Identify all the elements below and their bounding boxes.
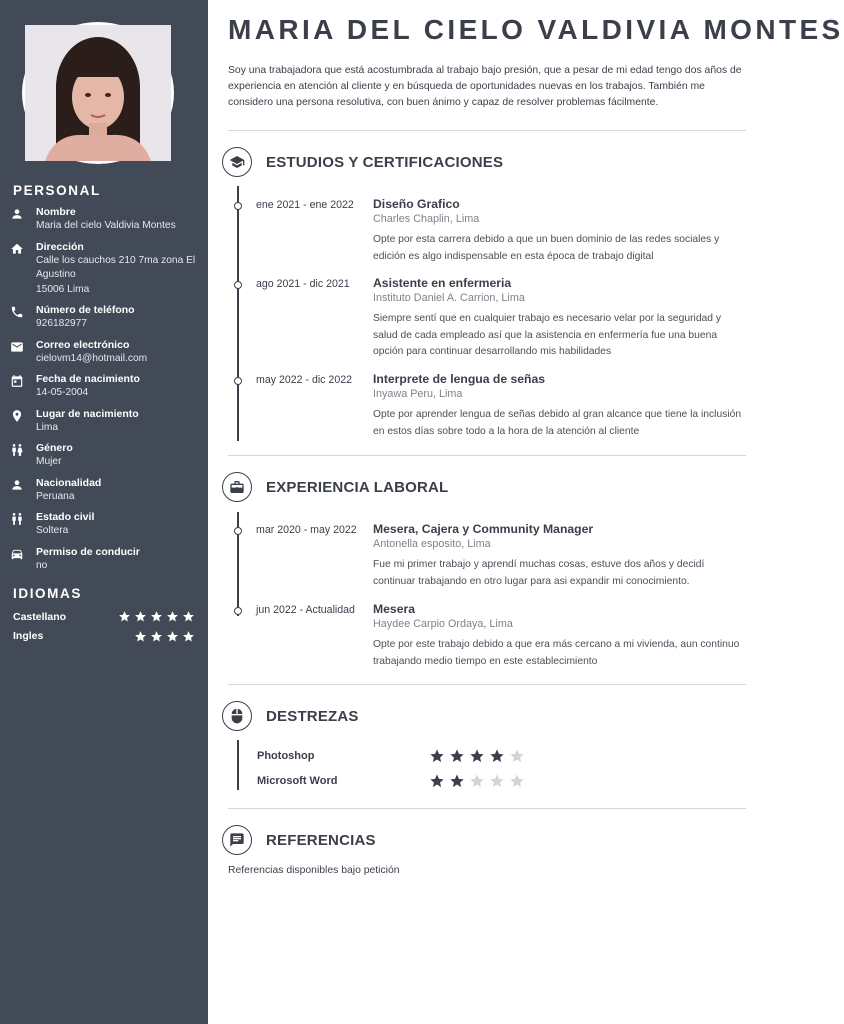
divider xyxy=(228,684,746,685)
entry-date: ene 2021 - ene 2022 xyxy=(256,199,354,211)
star-filled-icon xyxy=(469,748,485,764)
entry-description: Opte por aprender lengua de señas debido al gran alcance que tiene la inclusión en estos días sobre todo a la hora de la atención al cliente xyxy=(373,409,742,437)
personal-item-fecha-nacimiento xyxy=(10,373,204,401)
home-icon xyxy=(10,242,24,256)
personal-item-direccion xyxy=(10,241,204,298)
experience-section-title: EXPERIENCIA LABORAL xyxy=(266,478,449,496)
personal-value: Maria del cielo Valdivia Montes xyxy=(36,220,176,231)
star-filled-icon xyxy=(166,630,179,643)
personal-value: no xyxy=(36,559,48,571)
entry-organization: Antonella esposito, Lima xyxy=(373,538,491,550)
personal-label: Correo electrónico xyxy=(36,338,130,351)
star-empty-icon xyxy=(469,773,485,789)
entry-description: Opte por esta carrera debido a que un buen dominio de las redes sociales y edición es algo indispensable en esta época de trabajo digital xyxy=(373,234,720,262)
gender-icon xyxy=(10,443,24,457)
person-icon xyxy=(10,478,24,492)
entry-organization: Inyawa Peru, Lima xyxy=(373,388,463,400)
portrait-image xyxy=(25,25,171,161)
personal-value: Peruana xyxy=(36,490,75,502)
personal-section-title: PERSONAL xyxy=(13,183,101,198)
person-icon xyxy=(10,207,24,221)
personal-value: Mujer xyxy=(36,456,62,467)
personal-label: Dirección xyxy=(36,240,84,253)
skill-rating xyxy=(429,748,525,764)
language-rating xyxy=(118,610,195,623)
personal-label: Estado civil xyxy=(36,511,95,523)
divider xyxy=(228,130,746,131)
star-filled-icon xyxy=(449,748,465,764)
star-filled-icon xyxy=(429,748,445,764)
timeline-dot xyxy=(234,377,242,385)
personal-item-permiso-conducir xyxy=(10,546,204,574)
personal-label: Permiso de conducir xyxy=(36,545,140,558)
entry-description: Siempre sentí que en cualquier trabajo es necesario velar por la seguridad y salud de cada empleado así que la asistencia en enfermería fue una buena opción para continuar desarrollando mis habilidades xyxy=(373,313,722,358)
star-filled-icon xyxy=(134,610,147,623)
star-filled-icon xyxy=(118,610,131,623)
skills-rule xyxy=(237,740,239,790)
language-rating xyxy=(134,630,195,643)
languages-list xyxy=(13,607,195,646)
timeline-dot xyxy=(234,202,242,210)
personal-value: cielovm14@hotmail.com xyxy=(36,352,148,364)
references-section-title: REFERENCIAS xyxy=(266,831,376,849)
location-pin-icon xyxy=(10,409,24,423)
phone-icon xyxy=(10,305,24,319)
car-icon xyxy=(10,547,24,561)
entry-title: Diseño Grafico xyxy=(373,197,460,211)
references-section-header xyxy=(222,825,376,855)
star-filled-icon xyxy=(166,610,179,623)
star-filled-icon xyxy=(150,630,163,643)
personal-value-postal: 15006 Lima xyxy=(36,283,90,295)
personal-item-nacionalidad xyxy=(10,477,204,505)
skill-item xyxy=(257,773,557,791)
personal-value: Lima xyxy=(36,421,59,433)
entry-title: Interprete de lengua de señas xyxy=(373,372,546,386)
calendar-icon xyxy=(10,374,24,388)
education-section-header xyxy=(222,147,503,177)
entry-organization: Haydee Carpio Ordaya, Lima xyxy=(373,618,513,630)
languages-section-title: IDIOMAS xyxy=(13,586,82,601)
entry-date: jun 2022 - Actualidad xyxy=(256,604,355,616)
skill-name: Photoshop xyxy=(257,750,315,762)
chat-icon xyxy=(222,825,252,855)
education-section-title: ESTUDIOS Y CERTIFICACIONES xyxy=(266,153,504,171)
skill-item xyxy=(257,748,557,766)
education-timeline xyxy=(237,186,239,441)
star-filled-icon xyxy=(150,610,163,623)
personal-item-genero xyxy=(10,442,204,470)
language-item xyxy=(13,607,195,627)
personal-item-lugar-nacimiento xyxy=(10,408,204,436)
skill-rating xyxy=(429,773,525,789)
star-filled-icon xyxy=(429,773,445,789)
entry-title: Mesera, Cajera y Community Manager xyxy=(373,522,594,536)
star-empty-icon xyxy=(509,748,525,764)
personal-info-list xyxy=(10,206,204,580)
entry-organization: Charles Chaplin, Lima xyxy=(373,213,480,225)
personal-item-nombre xyxy=(10,206,204,234)
mail-icon xyxy=(10,340,24,354)
star-empty-icon xyxy=(489,773,505,789)
entry-title: Mesera xyxy=(373,602,416,616)
star-filled-icon xyxy=(182,610,195,623)
personal-value: Calle los cauchos 210 7ma zona El Agustino xyxy=(36,254,196,280)
couple-icon xyxy=(10,512,24,526)
personal-item-estado-civil xyxy=(10,511,204,539)
star-filled-icon xyxy=(134,630,147,643)
personal-value: 926182977 xyxy=(36,318,87,329)
star-filled-icon xyxy=(182,630,195,643)
personal-label: Fecha de nacimiento xyxy=(36,373,140,385)
entry-date: ago 2021 - dic 2021 xyxy=(256,278,350,290)
references-text: Referencias disponibles bajo petición xyxy=(228,865,400,876)
personal-item-telefono xyxy=(10,304,204,332)
timeline-dot xyxy=(234,527,242,535)
divider xyxy=(228,455,746,456)
language-name: Castellano xyxy=(13,610,67,623)
profile-photo xyxy=(22,22,174,164)
skills-section-header xyxy=(222,701,359,731)
language-name: Ingles xyxy=(13,630,44,643)
star-filled-icon xyxy=(489,748,505,764)
star-empty-icon xyxy=(509,773,525,789)
entry-title: Asistente en enfermeria xyxy=(373,276,512,290)
personal-label: Nacionalidad xyxy=(36,476,102,489)
entry-description: Fue mi primer trabajo y aprendí muchas cosas, estuve dos años y decidí continuar trabajando en otro lugar para asi expandir mi conocimiento. xyxy=(373,559,705,587)
profile-summary: Soy una trabajadora que está acostumbrada al trabajo bajo presión, que a pesar de mi edad tengo dos años de experiencia en atención al cliente y en búsqueda de oportunidades nuevas en los trabajos. También me considero una persona resolutiva, con buen ánimo y capaz de resolver problemas fácilmente. xyxy=(228,65,742,109)
personal-label: Número de teléfono xyxy=(36,304,135,316)
personal-item-correo xyxy=(10,339,204,367)
briefcase-icon xyxy=(222,472,252,502)
skills-section-title: DESTREZAS xyxy=(266,707,359,725)
entry-date: mar 2020 - may 2022 xyxy=(256,524,357,536)
personal-value: 14-05-2004 xyxy=(36,387,89,398)
entry-description: Opte por este trabajo debido a que era más cercano a mi vivienda, aun continuo trabajando medio tiempo en este establecimiento xyxy=(373,639,740,667)
star-filled-icon xyxy=(449,773,465,789)
personal-label: Lugar de nacimiento xyxy=(36,407,139,420)
graduation-cap-icon xyxy=(222,147,252,177)
personal-label: Nombre xyxy=(36,206,76,218)
full-name: MARIA DEL CIELO VALDIVIA MONTES xyxy=(228,14,844,45)
entry-date: may 2022 - dic 2022 xyxy=(256,374,352,386)
entry-organization: Instituto Daniel A. Carrion, Lima xyxy=(373,292,525,304)
mouse-icon xyxy=(222,701,252,731)
timeline-dot xyxy=(234,281,242,289)
personal-value: Soltera xyxy=(36,525,69,536)
sidebar xyxy=(0,0,208,1024)
language-item xyxy=(13,627,195,647)
timeline-dot xyxy=(234,607,242,615)
experience-section-header xyxy=(222,472,448,502)
personal-label: Género xyxy=(36,442,73,454)
skill-name: Microsoft Word xyxy=(257,775,338,787)
divider xyxy=(228,808,746,809)
